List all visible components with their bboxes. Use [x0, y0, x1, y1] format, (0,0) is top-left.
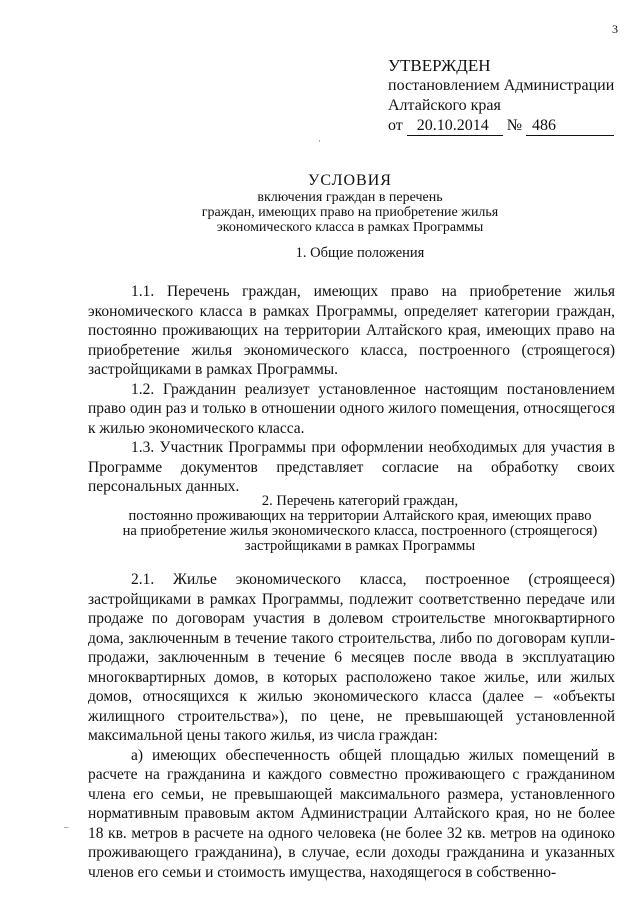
section-2-heading-line: 2. Перечень категорий граждан,: [261, 493, 459, 509]
page-number: 3: [612, 22, 618, 36]
scan-speck: –: [64, 822, 69, 832]
section-2-heading: [60, 494, 640, 554]
paragraph: 2.1. Жилье экономического класса, построенное (строящееся) застройщиками в рамках Программы, подлежит соответственно передаче или продаже по договорам участия в долевом строительстве многоквартирного дома, заключенным в течение такого строительства, либо по договорам купли-продажи, заключенным в течение 6 месяцев после ввода в эксплуатацию многоквартирных домов, в которых расположено такое жилье, или жилых домов, относящихся к жилью экономического класса (далее – «объекты жилищного строительства»), по цене, не превышающей установленной максимальной цены такого жилья, из числа граждан:: [88, 571, 615, 744]
paragraph: 1.2. Гражданин реализует установленное настоящим постановлением право один раз и только в отношении одного жилого помещения, относящегося к жилью экономического класса.: [88, 380, 615, 437]
title-sub-line: экономического класса в рамках Программы: [216, 220, 484, 235]
approval-date-row: [388, 116, 614, 136]
approval-stamp: [388, 56, 614, 136]
document-title: [100, 172, 600, 235]
paragraph: 1.3. Участник Программы при оформлении необходимых для участия в Программе документов представляет согласие на обработку своих персональных данных.: [88, 439, 615, 495]
number-prefix: №: [506, 117, 523, 134]
paragraph: а) имеющих обеспеченность общей площадью жилых помещений в расчете на гражданина и каждого совместно проживающего с гражданином члена его семьи, не превышающей максимального размера, установленного нормативным правовым актом Администрации Алтайского края, но не более 18 кв. метров в расчете на одного человека (не более 32 кв. метров на одиноко проживающего гражданина), в случае, если доходы гражданина и указанных членов его семьи и стоимость имущества, находящегося в собственно-: [88, 746, 615, 881]
approval-line-1: постановлением Администрации: [388, 77, 615, 94]
approval-date: 20.10.2014: [407, 117, 503, 136]
section-2-heading-line: постоянно проживающих на территории Алтайского края, имеющих право: [128, 508, 592, 524]
scan-speck: ·: [318, 136, 321, 146]
paragraph: 1.1. Перечень граждан, имеющих право на приобретение жилья экономического класса в рамках Программы, определяет категории граждан, постоянно проживающих на территории Алтайского края, имеющих право на приобретение жилья экономического класса, построенного (строящегося) застройщиками в рамках Программы.: [88, 283, 615, 378]
title-sub-line: граждан, имеющих право на приобретение жилья: [201, 205, 499, 220]
section-2-heading-line: на приобретение жилья экономического класса, построенного (строящегося): [122, 523, 598, 539]
approval-number: 486: [526, 117, 614, 136]
section-2-body: [88, 570, 615, 882]
section-2-heading-line: застройщиками в рамках Программы: [244, 538, 476, 554]
approval-heading: УТВЕРЖДЕН: [388, 56, 491, 75]
section-1-heading: 1. Общие положения: [295, 245, 425, 261]
title-main: УСЛОВИЯ: [308, 172, 392, 189]
section-1-body: [88, 282, 615, 497]
date-prefix: от: [388, 117, 403, 134]
title-sub-line: включения граждан в перечень: [257, 190, 443, 205]
approval-line-2: Алтайского края: [388, 97, 501, 114]
